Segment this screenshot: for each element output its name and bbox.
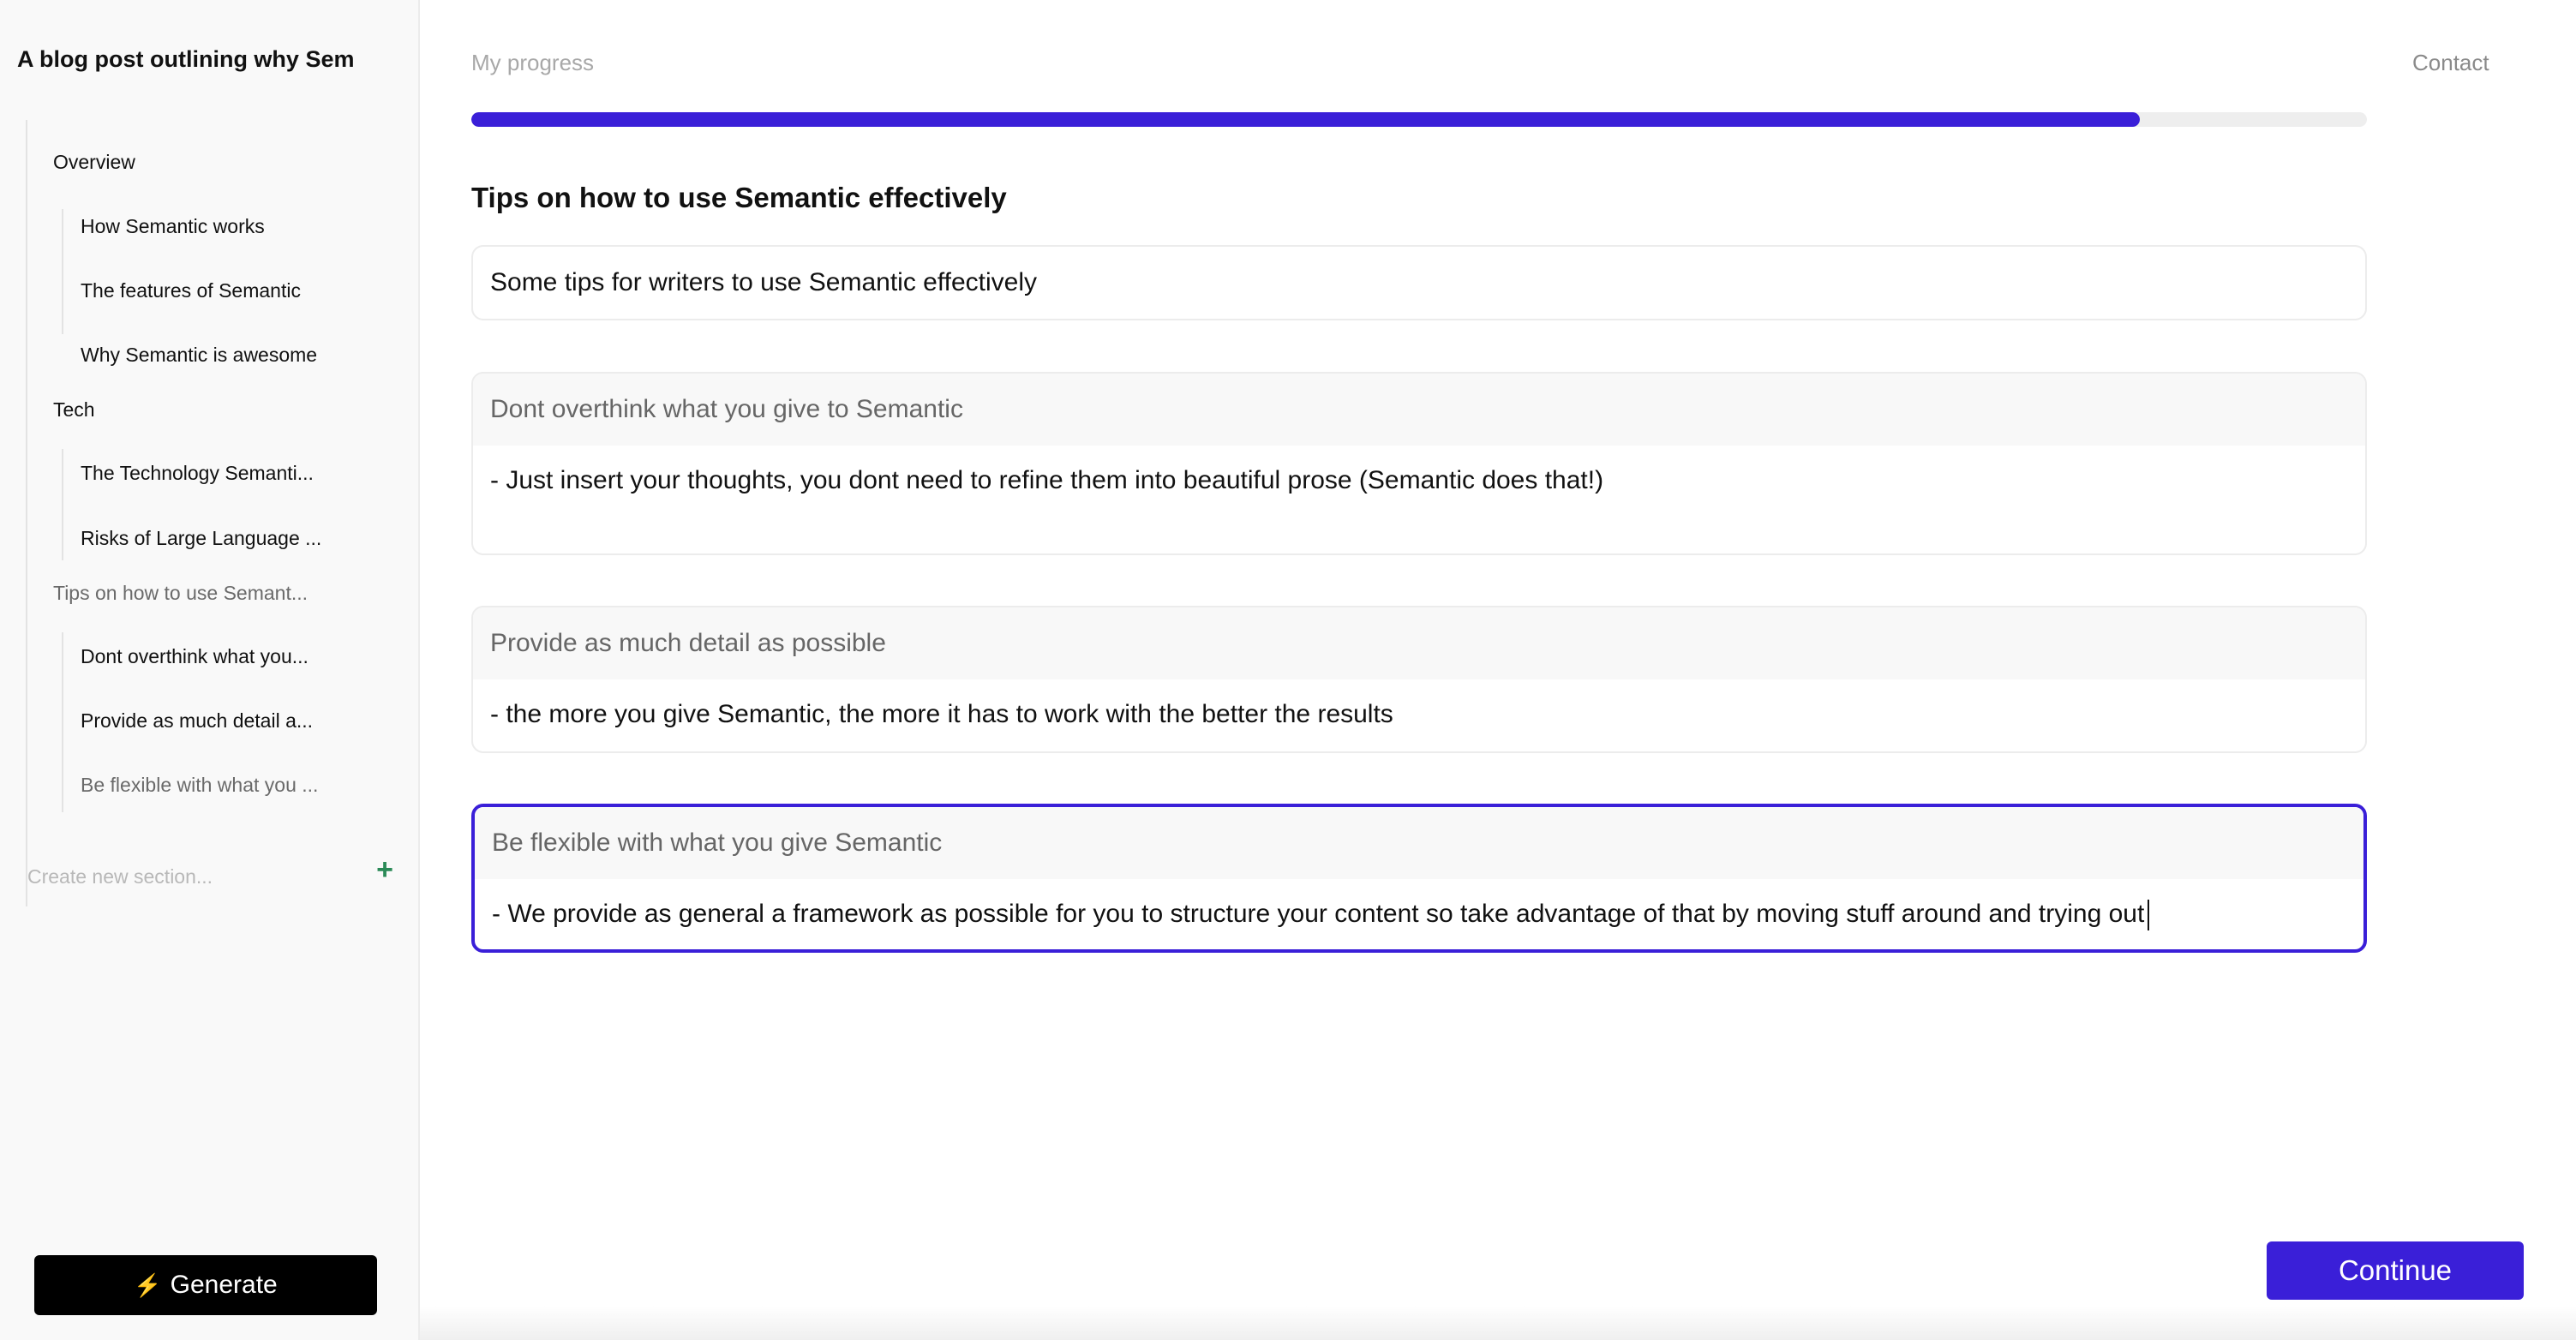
subsection-title[interactable]: Provide as much detail as possible: [473, 607, 2365, 679]
create-section-input[interactable]: [27, 862, 319, 891]
outline-item-dont-overthink[interactable]: Dont overthink what you...: [81, 645, 309, 667]
document-title: A blog post outlining why Sem: [17, 46, 355, 72]
contact-link[interactable]: Contact: [2412, 50, 2489, 75]
subsection-body-text: - We provide as general a framework as possible for you to structure your content so take advantage of that by moving stuff around and trying out: [492, 900, 2145, 928]
outline-item-features[interactable]: The features of Semantic: [81, 279, 301, 302]
section-title: Tips on how to use Semantic effectively: [471, 182, 1007, 213]
outline-item-risks[interactable]: Risks of Large Language ...: [81, 527, 322, 549]
progress-bar-fill: [471, 112, 2140, 127]
sidebar: [0, 0, 420, 1340]
continue-button[interactable]: Continue: [2267, 1241, 2524, 1300]
section-summary-input[interactable]: [471, 245, 2367, 320]
outline-section-tips[interactable]: Tips on how to use Semant...: [53, 582, 309, 604]
outline-item-how-semantic-works[interactable]: How Semantic works: [81, 215, 265, 237]
outline-section-tech[interactable]: Tech: [53, 398, 95, 421]
outline-item-why-awesome[interactable]: Why Semantic is awesome: [81, 344, 318, 366]
progress-bar: [471, 112, 2367, 127]
plus-icon[interactable]: +: [376, 853, 393, 886]
generate-button-label: Generate: [170, 1271, 278, 1299]
text-cursor: [2148, 900, 2149, 930]
subsection-body[interactable]: - Just insert your thoughts, you dont need to refine them into beautiful prose (Semantic does that!): [490, 466, 1604, 494]
subsection-card-active[interactable]: [471, 804, 2367, 953]
subsection-body[interactable]: - the more you give Semantic, the more it has to work with the better the results: [490, 700, 1393, 728]
subsection-title[interactable]: Dont overthink what you give to Semantic: [473, 374, 2365, 446]
outline-subgroup-divider: [62, 449, 63, 560]
outline-subgroup-divider: [62, 209, 63, 334]
outline-subgroup-divider: [62, 632, 63, 812]
generate-button[interactable]: [34, 1255, 377, 1315]
progress-label: My progress: [471, 50, 595, 75]
bottom-shadow: [420, 1306, 2576, 1340]
outline-item-provide-detail[interactable]: Provide as much detail a...: [81, 709, 314, 732]
outline-item-technology[interactable]: The Technology Semanti...: [81, 462, 314, 484]
lightning-bolt-icon: ⚡: [134, 1271, 162, 1298]
subsection-card[interactable]: [471, 372, 2367, 555]
subsection-card[interactable]: [471, 606, 2367, 753]
outline-nav: [26, 120, 396, 906]
subsection-title[interactable]: Be flexible with what you give Semantic: [475, 807, 2363, 879]
outline-section-overview[interactable]: Overview: [53, 151, 135, 173]
subsection-body-editor[interactable]: [475, 879, 2363, 930]
outline-item-be-flexible[interactable]: Be flexible with what you ...: [81, 774, 319, 796]
